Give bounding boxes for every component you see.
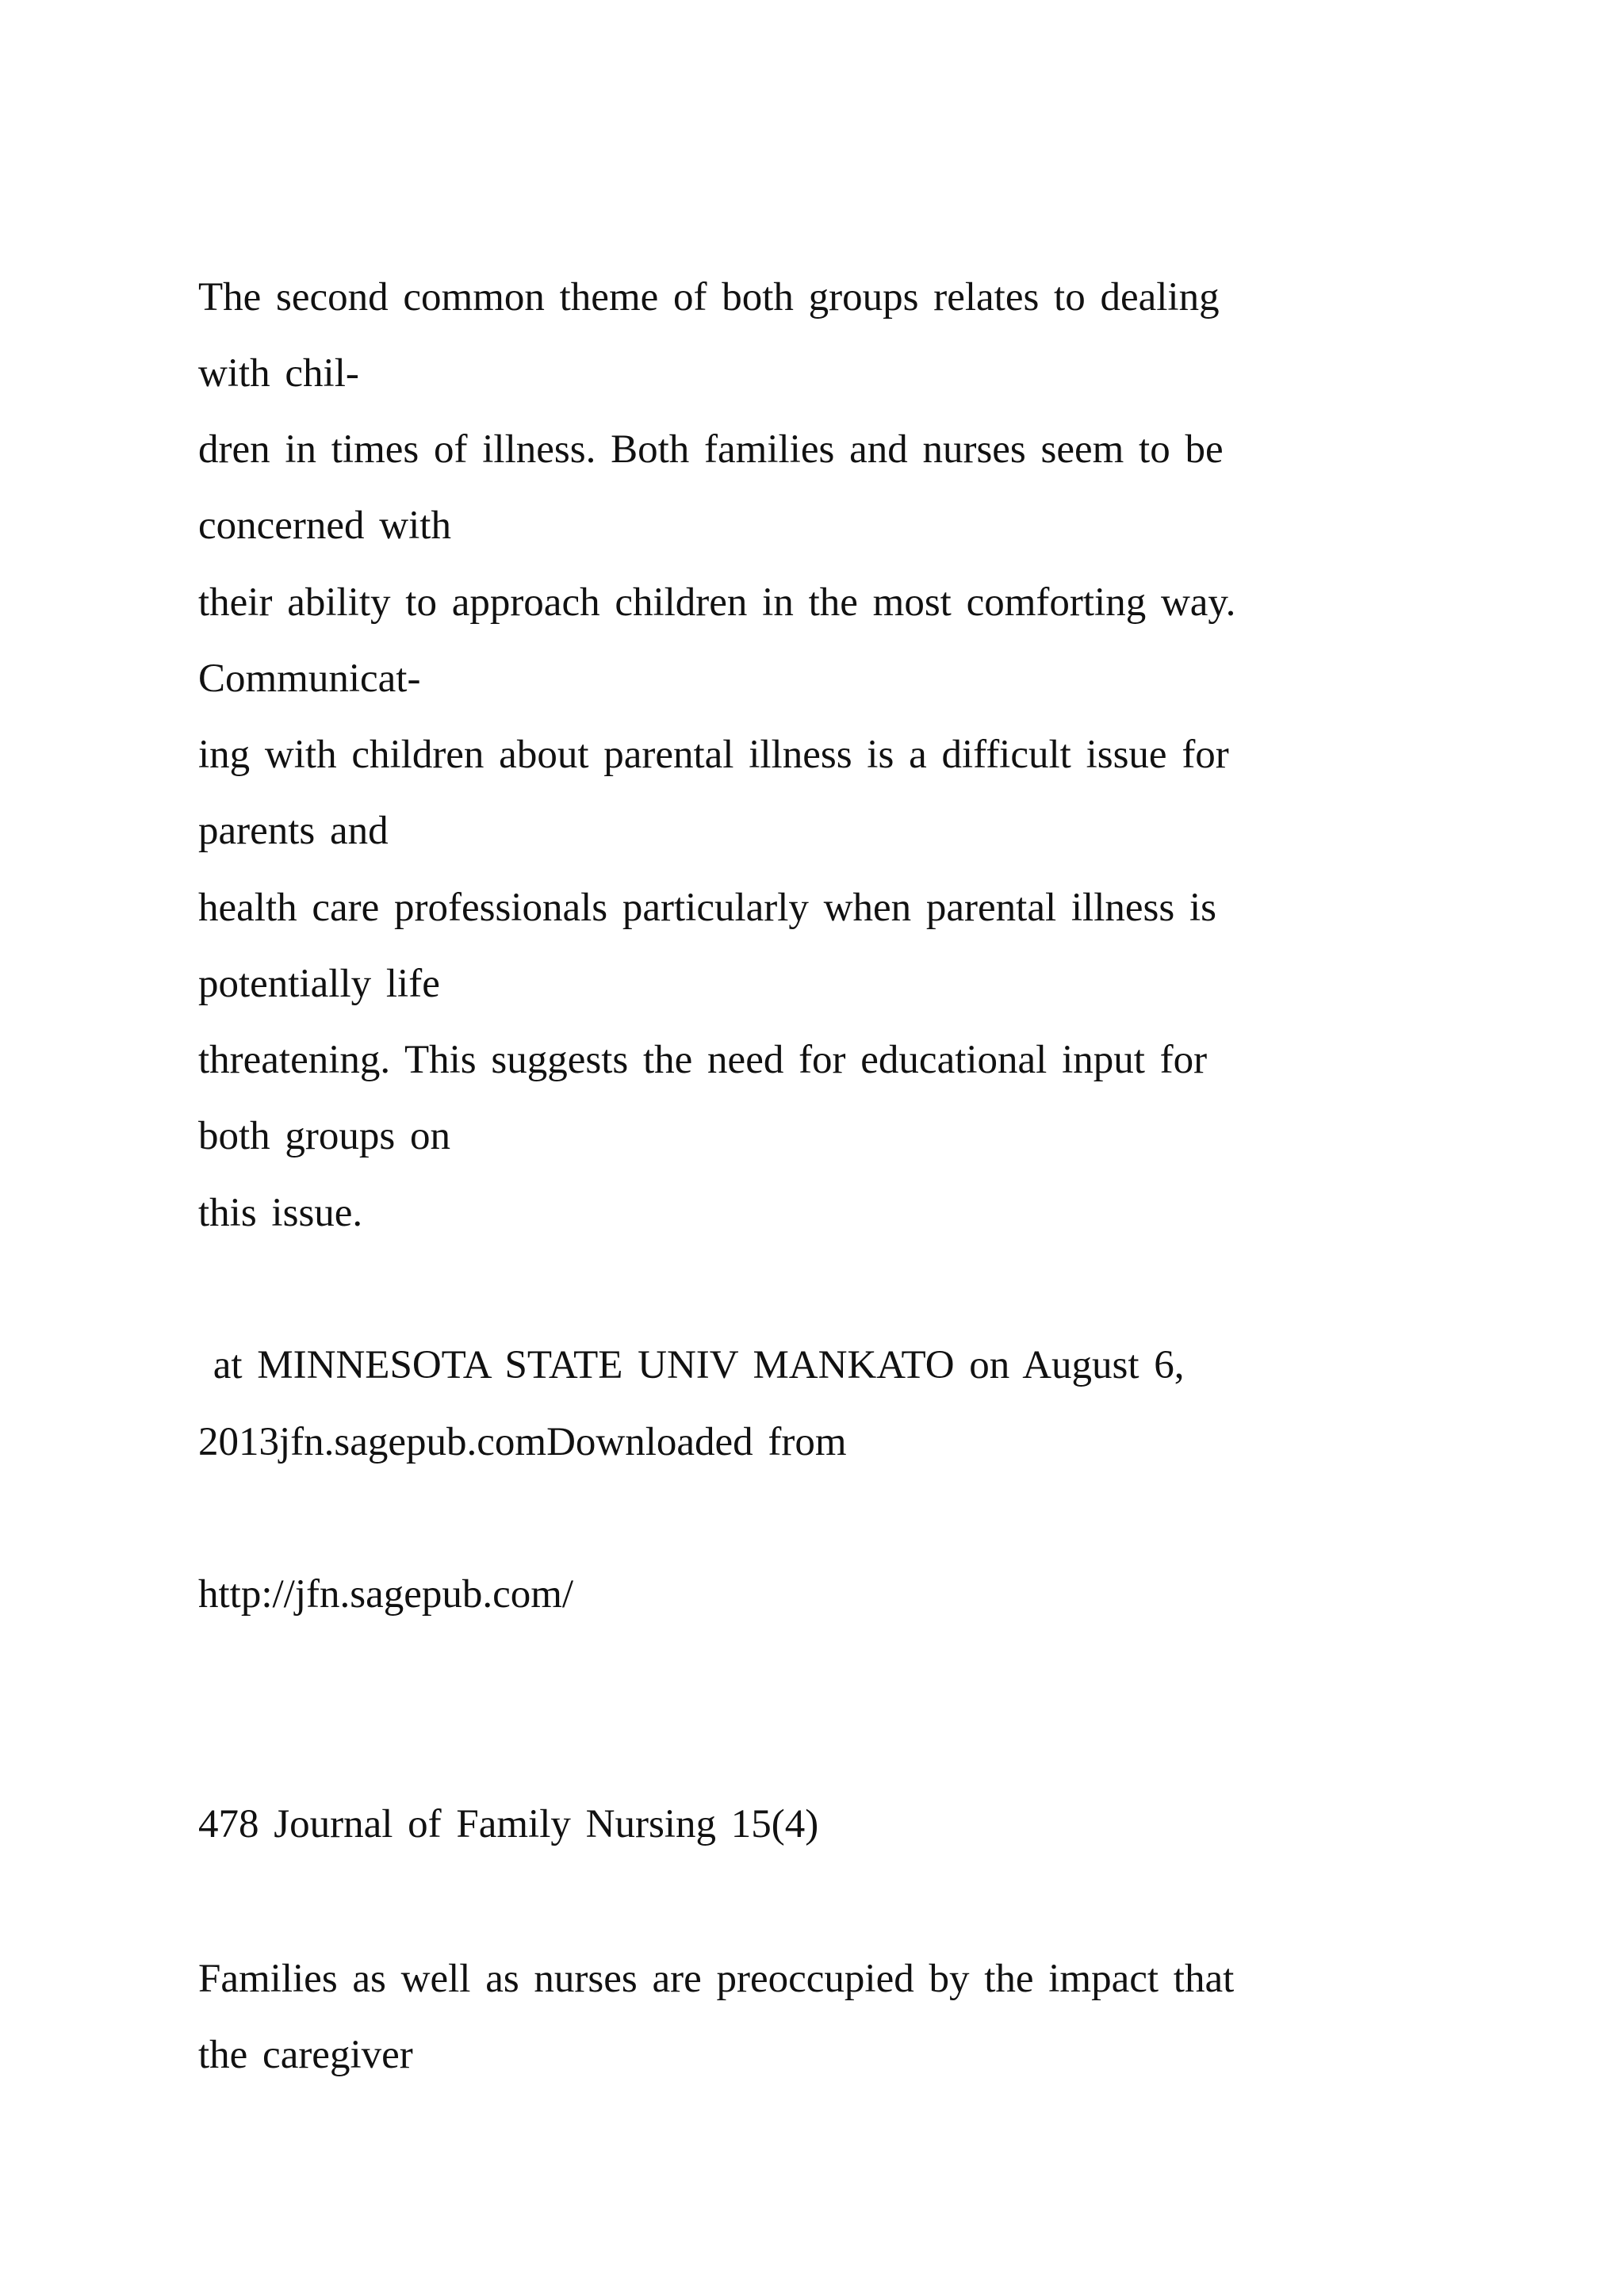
text-line: the caregiver (198, 2033, 413, 2077)
text-line: dren in times of illness. Both families and nurses seem to be (198, 427, 1224, 472)
source-url: http://jfn.sagepub.com/ (198, 1572, 574, 1617)
text-line: Communicat- (198, 656, 421, 701)
text-line: threatening. This suggests the need for educational input for (198, 1038, 1208, 1082)
text-line: potentially life (198, 962, 440, 1006)
text-line: Families as well as nurses are preoccupied by the impact that (198, 1957, 1235, 2001)
text-line: at MINNESOTA STATE UNIV MANKATO on August 6, (198, 1343, 1185, 1387)
text-line: their ability to approach children in the most comforting way. (198, 580, 1236, 625)
text-line: ing with children about parental illness is a difficult issue for (198, 733, 1229, 777)
text-line: with chil- (198, 351, 359, 396)
text-line: this issue. (198, 1191, 363, 1235)
text-line: both groups on (198, 1114, 450, 1158)
text-line: parents and (198, 809, 389, 853)
text-line: The second common theme of both groups relates to dealing (198, 275, 1220, 320)
running-header: 478 Journal of Family Nursing 15(4) (198, 1802, 819, 1846)
text-line: health care professionals particularly when parental illness is (198, 886, 1216, 930)
text-line: 2013jfn.sagepub.comDownloaded from (198, 1420, 847, 1464)
text-line: concerned with (198, 503, 451, 548)
